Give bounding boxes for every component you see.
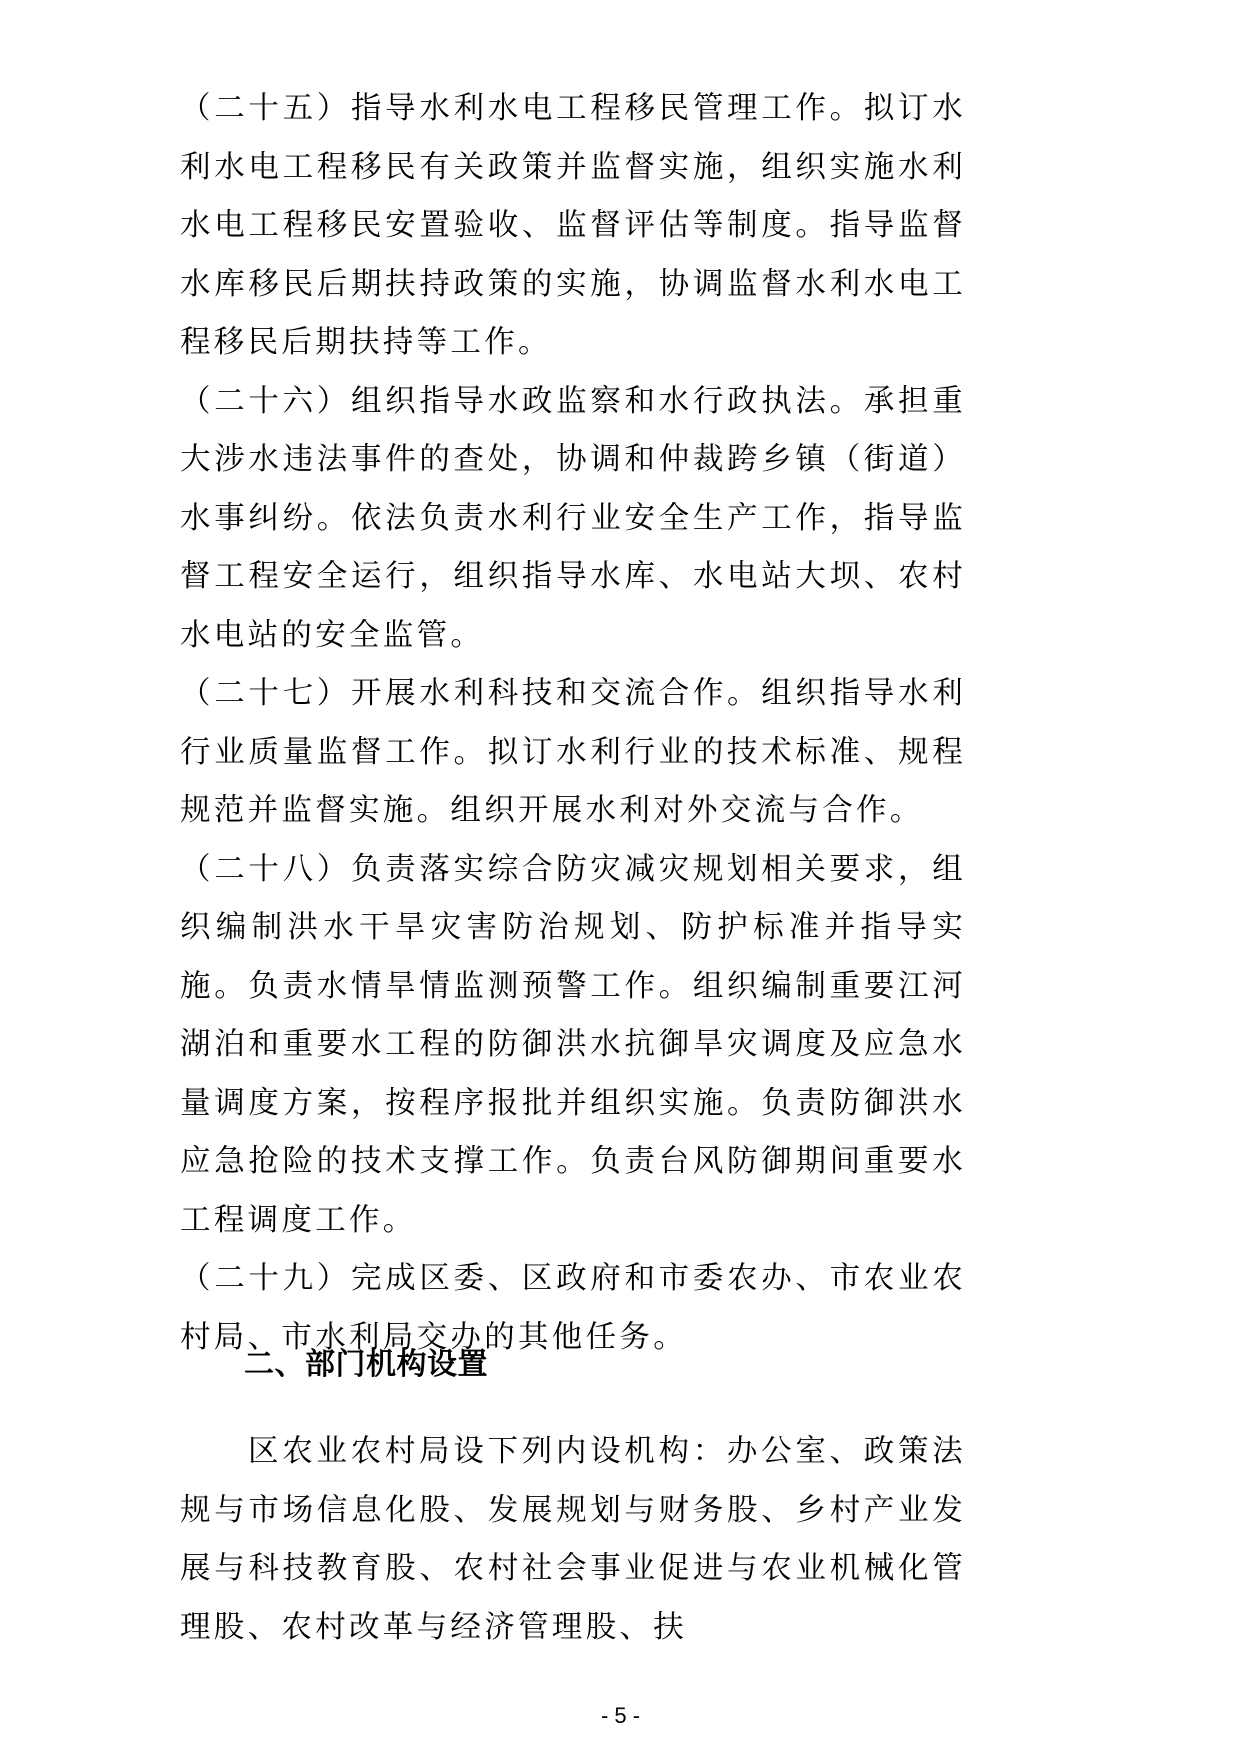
org-structure-paragraph: 区农业农村局设下列内设机构：办公室、政策法规与市场信息化股、发展规划与财务股、乡村产业发展与科技教育股、农村社会事业促进与农业机械化管理股、农村改革与经济管理股、扶 (180, 1434, 966, 1645)
section-body (180, 1423, 966, 1657)
duty-item-26: （二十六）组织指导水政监察和水行政执法。承担重大涉水违法事件的查处，协调和仲裁跨乡镇（街道）水事纠纷。依法负责水利行业安全生产工作，指导监督工程安全运行，组织指导水库、水电站大坝、农村水电站的安全监管。 (180, 383, 966, 653)
duty-item-25: （二十五）指导水利水电工程移民管理工作。拟订水利水电工程移民有关政策并监督实施，组织实施水利水电工程移民安置验收、监督评估等制度。指导监督水库移民后期扶持政策的实施，协调监督水利水电工程移民后期扶持等工作。 (180, 91, 966, 360)
page-number: - 5 - (600, 1703, 641, 1728)
duty-item-27: （二十七）开展水利科技和交流合作。组织指导水利行业质量监督工作。拟订水利行业的技术标准、规程规范并监督实施。组织开展水利对外交流与合作。 (180, 676, 966, 828)
duties-list (180, 80, 966, 1367)
duty-item-28: （二十八）负责落实综合防灾减灾规划相关要求，组织编制洪水干旱灾害防治规划、防护标准并指导实施。负责水情旱情监测预警工作。组织编制重要江河湖泊和重要水工程的防御洪水抗御旱灾调度及应急水量调度方案，按程序报批并组织实施。负责防御洪水应急抢险的技术支撑工作。负责台风防御期间重要水工程调度工作。 (180, 851, 966, 1238)
section-heading: 二、部门机构设置 (244, 1347, 488, 1382)
duty-item-29: （二十九）完成区委、区政府和市委农办、市农业农村局、市水利局交办的其他任务。 (180, 1261, 966, 1355)
